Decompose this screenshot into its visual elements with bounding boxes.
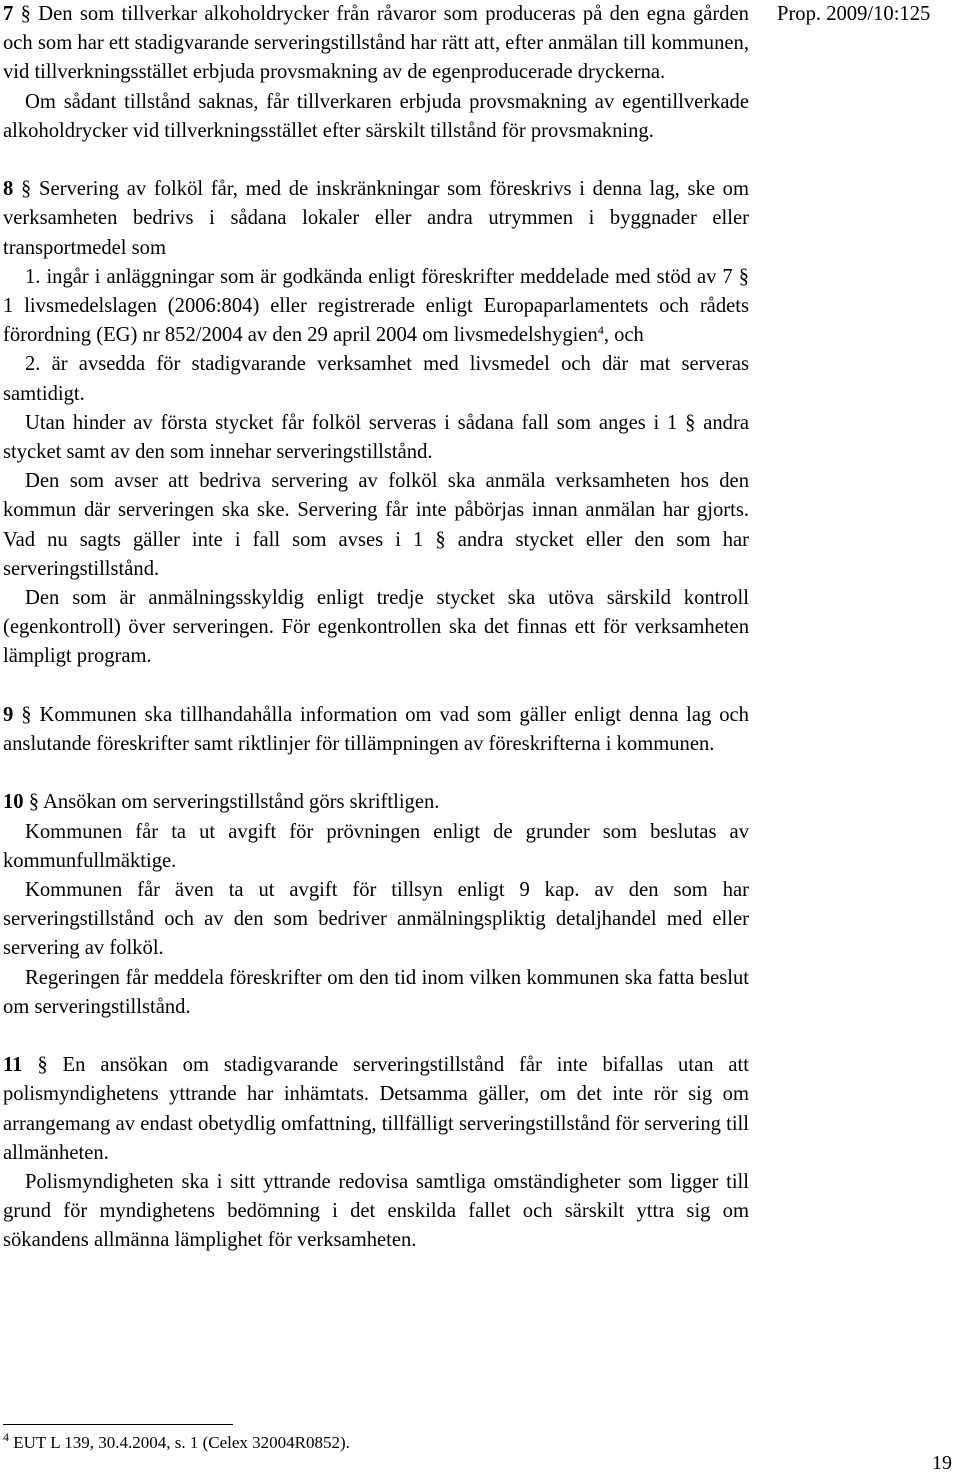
- section-8-para-4: Den som är anmälningsskyldig enligt tredje stycket ska utöva särskild kontroll (egenkontroll) över serveringen. För egenkontrollen ska det finnas ett för verksamheten lämpligt program.: [3, 587, 749, 668]
- item-text: 1 livsmedelslagen (2006:804) eller registrerade enligt Europaparlamentets och rådets förordning (EG) nr 852/2004 av den 29 april 2004 om livsmedelshygien: [3, 295, 749, 347]
- proposition-reference: Prop. 2009/10:125: [777, 3, 931, 25]
- section-number: 11: [3, 1054, 23, 1077]
- footnote-mark: 4: [597, 323, 604, 338]
- section-11-para-2: Polismyndigheten ska i sitt yttrande redovisa samtliga omständigheter som ligger till grund för myndighetens bedömning i det enskilda fallet och särskilt yttra sig om sökandens allmänna lämplighet för verksamheten.: [3, 1171, 749, 1252]
- section-8-para-2: [3, 409, 749, 467]
- section-7-para-1: [3, 0, 749, 88]
- section-11-para-1: [3, 1051, 749, 1168]
- section-10-para-3: Kommunen får även ta ut avgift för tillsyn enligt 9 kap. av den som har serveringstillstånd och av den som bedriver anmälningspliktig detaljhandel med eller servering av folköl.: [3, 879, 749, 960]
- footnote-divider: [3, 1424, 233, 1425]
- section-8-item-2: 2. är avsedda för stadigvarande verksamhet med livsmedel och där mat serveras samtidigt.: [3, 353, 749, 405]
- para-text: andra stycket samt av den som innehar serveringstillstånd.: [3, 411, 749, 464]
- section-8-item-1: [3, 263, 749, 351]
- section-text: Ansökan om serveringstillstånd görs skriftligen.: [43, 791, 440, 814]
- item-text: 1. ingår i anläggningar som är godkända enligt föreskrifter meddelade med stöd av 7: [25, 265, 733, 288]
- section-number: 10: [3, 791, 24, 814]
- para-text: Utan hinder av första stycket får folköl serveras i sådana fall som anges i 1: [25, 411, 678, 434]
- section-text: En ansökan om stadigvarande serveringstillstånd får inte bifallas utan att polismyndighetens yttrande har inhämtats. Detsamma gäller, om det inte rör sig om arrangemang av endast obetydlig omfattning, tillfälligt serveringstillstånd för servering till allmänheten.: [3, 1054, 749, 1164]
- section-sign: §: [21, 178, 32, 201]
- main-text-column: [3, 0, 749, 1256]
- section-sign: §: [20, 3, 31, 25]
- page-number: 19: [932, 1452, 952, 1474]
- section-sign: §: [685, 411, 696, 434]
- para-text: Den som avser att bedriva servering av folköl ska anmäla verksamheten hos den kommun där serveringen ska ske. Servering får inte påbörjas innan anmälan har gjorts. Vad nu sagts gäller inte i fall som avses i 1: [3, 470, 749, 551]
- section-number: 8: [3, 178, 14, 201]
- section-sign: §: [21, 703, 32, 726]
- section-7-para-2: Om sådant tillstånd saknas, får tillverkaren erbjuda provsmakning av egentillverkade alkoholdrycker vid tillverkningsstället efter särskilt tillstånd för provsmakning.: [3, 90, 749, 142]
- section-8-para-3: [3, 467, 749, 584]
- footnote-text: EUT L 139, 30.4.2004, s. 1 (Celex 32004R0852).: [13, 1433, 350, 1452]
- section-10-para-2: Kommunen får ta ut avgift för prövningen enligt de grunder som beslutas av kommunfullmäktige.: [3, 820, 749, 872]
- section-8-para-1: [3, 175, 749, 263]
- section-sign: §: [738, 265, 749, 288]
- para-text: andra stycket eller den som har serveringstillstånd.: [3, 528, 750, 580]
- item-text: , och: [603, 324, 644, 347]
- section-text: Den som tillverkar alkoholdrycker från råvaror som produceras på den egna gården och som har ett stadigvarande serveringstillstånd har rätt att, efter anmälan till kommunen, vid tillverkningsstället erbjuda provsmakning av de egenproducerade dryckerna.: [3, 3, 749, 84]
- section-number: 9: [3, 703, 14, 726]
- section-text: Kommunen ska tillhandahålla information om vad som gäller enligt denna lag och anslutande föreskrifter samt riktlinjer för tillämpningen av föreskrifterna i kommunen.: [3, 703, 749, 756]
- section-10-para-4: Regeringen får meddela föreskrifter om den tid inom vilken kommunen ska fatta beslut om serveringstillstånd.: [3, 966, 749, 1018]
- section-sign: §: [28, 791, 40, 814]
- section-sign: §: [435, 528, 446, 551]
- section-sign: §: [37, 1054, 48, 1077]
- footnote-number: 4: [3, 1430, 9, 1444]
- section-9-para-1: [3, 701, 749, 759]
- section-text: Servering av folköl får, med de inskränkningar som föreskrivs i denna lag, ske om verksamheten bedrivs i sådana lokaler eller andra utrymmen i byggnader eller transportmedel som: [3, 178, 749, 259]
- section-number: 7: [3, 3, 14, 25]
- section-10-para-1: [3, 788, 749, 817]
- footnote: [3, 1432, 350, 1454]
